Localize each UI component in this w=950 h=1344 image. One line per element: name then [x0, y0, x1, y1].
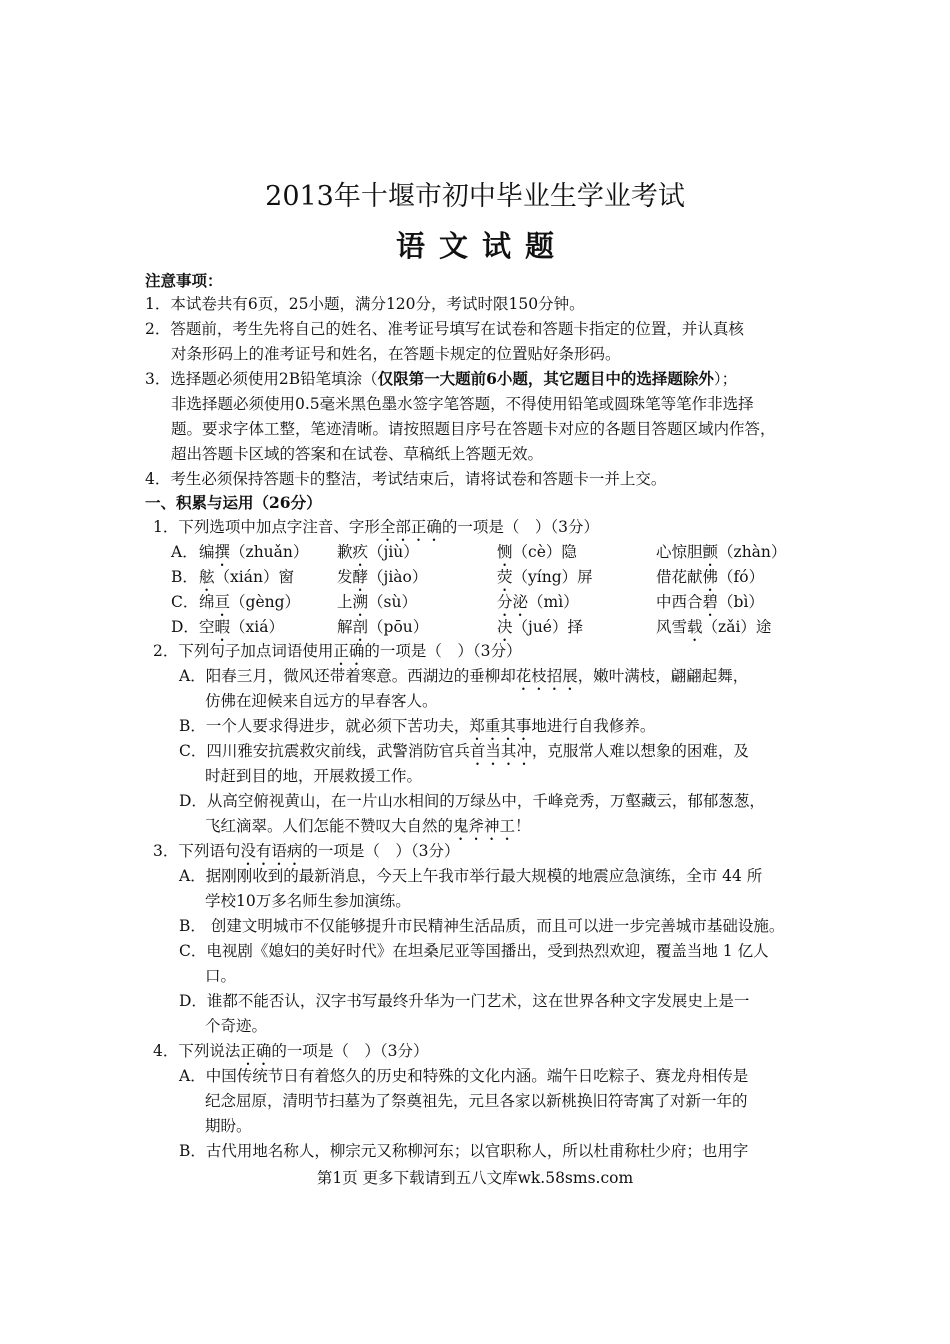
q3-option-a-line-2: 学校10万多名师生参加演练。 [205, 892, 411, 910]
q2-b-post: 地进行自我修养。 [531, 717, 656, 735]
q2-c-pre: C．四川雅安抗震救灾前线，武警消防官兵 [179, 742, 470, 760]
note-3-line-4: 超出答题卡区域的答案和在试卷、草稿纸上答题无效。 [171, 445, 544, 463]
q1-a2-post: （jiù） [368, 543, 419, 561]
q4-option-a-line-2: 纪念屈原，清明节扫墓为了祭奠祖先，元旦各家以新桃换旧符寄寓了对新一年的 [205, 1092, 748, 1110]
q2-c-post: ，克服常人难以想象的困难，及 [531, 742, 749, 760]
q3-option-d-line-1: D．谁都不能否认，汉字书写最终升华为一门艺术，这在世界各种文字发展史上是一 [179, 992, 750, 1010]
q1-row-d-col4 [656, 617, 771, 645]
q1-a4-post: （zhàn） [718, 543, 787, 561]
q1-c2-dot: 溯 [352, 593, 369, 611]
q2-option-b [179, 716, 655, 744]
q3-stem-dotted: 没有语病 [240, 842, 303, 860]
q1-d4-dot: 载 [687, 618, 703, 636]
q1-stem-dotted: 全部正确 [379, 518, 442, 536]
notes-heading: 注意事项： [145, 271, 223, 290]
q1-a1-pre: 编 [199, 543, 215, 561]
page-footer: 第1页 更多下载请到五八文库wk.58sms.com [316, 1169, 634, 1187]
q1-stem-end: 的一项是（ ）（3分） [441, 518, 600, 536]
q4-stem-end: 的一项是（ ）（3分） [271, 1042, 429, 1060]
note-3-line-1 [145, 369, 737, 389]
q2-stem-end: 的一项是（ ）（3分） [364, 642, 522, 660]
q1-c1-pre: 绵 [199, 593, 215, 611]
q2-b-pre: B．一个人要求得进步，就必须下苦功夫， [179, 717, 470, 735]
q2-option-d-line-2 [205, 816, 531, 844]
exam-subtitle: 语文试题 [395, 229, 568, 263]
q1-row-c-label: C． [171, 593, 199, 611]
q3-option-a-line-1: A．据刚刚收到的最新消息，今天上午我市举行最大规模的地震应急演练，全市 44 所 [179, 867, 763, 885]
q4-option-b-line-1: B．古代用地名称人，柳宗元又称柳河东；以官职称人，所以杜甫称杜少府；也用字 [179, 1142, 749, 1160]
q1-c3-post: （mì） [528, 593, 579, 611]
q2-option-a-line-1 [179, 666, 748, 694]
q3-option-c-line-1: C．电视剧《媳妇的美好时代》在坦桑尼亚等国播出，受到热烈欢迎，覆盖当地 1 亿人 [179, 942, 769, 960]
q1-row-b-col1 [199, 567, 294, 595]
q1-row-c-col2 [337, 592, 417, 620]
q2-option-c-line-1 [179, 741, 749, 769]
q4-option-a-line-1: A．中国传统节日有着悠久的历史和特殊的文化内涵。端午日吃粽子、赛龙舟相传是 [179, 1067, 749, 1085]
q3-option-d-line-2: 个奇迹。 [205, 1017, 268, 1035]
q1-a4-pre: 心惊胆 [656, 543, 703, 561]
q1-c4-pre: 中西合 [656, 593, 703, 611]
q4-stem-text: 4．下列说法 [153, 1042, 241, 1060]
note-3-bold: 仅限第一大题前6小题，其它题目中的选择题除外 [377, 369, 714, 388]
q1-b3-post: （yíng）屏 [512, 568, 593, 586]
q1-b2-post: （jiào） [368, 568, 428, 586]
q1-stem-text: 1．下列选项中加点字注音、字形 [153, 518, 380, 536]
q1-a3-dot: 恻 [497, 543, 513, 561]
q1-d1-dot: 暇 [214, 618, 231, 636]
q1-row-c-col4 [656, 592, 764, 620]
q1-a2-pre: 歉 [337, 543, 353, 561]
q1-stem [153, 517, 599, 545]
q3-stem [153, 841, 460, 869]
q1-row-b-label: B． [171, 568, 198, 586]
q2-a-post: ，嫩叶满枝，翩翩起舞， [577, 667, 749, 685]
note-3-line-3: 题。要求字体工整，笔迹清晰。请按照题目序号在答题卡对应的各题目答题区域内作答， [171, 420, 776, 438]
note-3-text: 3．选择题必须使用2B铅笔填涂（ [145, 370, 378, 388]
q2-option-a-line-2: 仿佛在迎候来自远方的早春客人。 [205, 692, 438, 710]
q2-stem-dotted: 正确 [333, 642, 365, 660]
q2-d-pre: 飞红滴翠。人们怎能不赞叹大自然的 [205, 817, 454, 835]
section-1-heading: 一、积累与运用（26分） [145, 493, 322, 512]
q1-row-d-label: D． [171, 618, 199, 636]
q1-b4-pre: 借花献 [656, 568, 703, 586]
q1-a4-dot: 颤 [702, 543, 719, 561]
q1-a2-dot: 疚 [352, 543, 369, 561]
q1-d4-post: （zǎi）途 [702, 618, 772, 636]
q1-a1-post: （zhuǎn） [230, 543, 309, 561]
q1-c3-dot: 分泌 [497, 593, 529, 611]
q1-a3-post: （cè）隐 [512, 543, 577, 561]
exam-title: 2013年十堰市初中毕业生学业考试 [265, 181, 685, 212]
note-2-line-1: 2．答题前，考生先将自己的姓名、准考证号填写在试卷和答题卡指定的位置，并认真核 [145, 320, 744, 338]
q2-d-dot: 鬼斧神工 [453, 817, 516, 835]
q1-a1-dot: 撰 [214, 543, 231, 561]
q3-option-b: B． 创建文明城市不仅能够提升市民精神生活品质，而且可以进一步完善城市基础设施。 [179, 917, 785, 935]
q1-row-b-col4 [656, 567, 764, 595]
q4-stem [153, 1041, 429, 1069]
q4-stem-dotted: 正确 [240, 1042, 272, 1060]
q1-b1-dot: 舷 [199, 568, 215, 586]
q2-c-dot: 首当其冲 [469, 742, 532, 760]
q1-row-a-col2 [337, 542, 419, 570]
q2-stem-text: 2．下列句子加点词语使用 [153, 642, 334, 660]
q1-d1-pre: 空 [199, 618, 215, 636]
q1-d1-post: （xiá） [230, 618, 284, 636]
q2-a-pre: A．阳春三月，微风还带着寒意。西湖边的垂柳却 [179, 667, 516, 685]
q1-d2-pre: 解 [337, 618, 353, 636]
note-1: 1．本试卷共有6页，25小题，满分120分，考试时限150分钟。 [145, 295, 585, 313]
q3-stem-end: 的一项是（ ）（3分） [302, 842, 460, 860]
q1-d2-post: （pōu） [368, 618, 429, 636]
q1-row-a-col4 [656, 542, 786, 570]
q3-stem-text: 3．下列语句 [153, 842, 241, 860]
q2-a-dot: 花枝招展 [515, 667, 578, 685]
q1-c4-dot: 碧 [702, 593, 719, 611]
q2-stem [153, 641, 522, 669]
q1-row-b-col2 [337, 567, 427, 595]
note-2-line-2: 对条形码上的准考证号和姓名，在答题卡规定的位置贴好条形码。 [171, 345, 621, 363]
q1-b1-post: （xián）窗 [214, 568, 294, 586]
q2-option-d-line-1: D．从高空俯视黄山，在一片山水相间的万绿丛中，千峰竞秀，万壑藏云，郁郁葱葱， [179, 792, 765, 810]
q1-d2-dot: 剖 [352, 618, 369, 636]
q1-b2-dot: 酵 [352, 568, 369, 586]
q1-row-a-col1 [199, 542, 308, 570]
q2-option-c-line-2: 时赶到目的地，开展救援工作。 [205, 767, 423, 785]
note-4: 4．考生必须保持答题卡的整洁，考试结束后，请将试卷和答题卡一并上交。 [145, 470, 667, 488]
q1-b2-pre: 发 [337, 568, 353, 586]
q1-b4-dot: 佛 [702, 568, 719, 586]
q1-b4-post: （fó） [718, 568, 765, 586]
q1-c1-dot: 亘 [214, 593, 231, 611]
q1-c2-pre: 上 [337, 593, 353, 611]
q1-row-b-col3 [497, 567, 593, 595]
q1-c1-post: （gèng） [230, 593, 301, 611]
q1-c4-post: （bì） [718, 593, 764, 611]
note-3-line-2: 非选择题必须使用0.5毫米黑色墨水签字笔答题，不得使用铅笔或圆珠笔等笔作非选择 [171, 395, 754, 413]
q4-option-a-line-3: 期盼。 [205, 1117, 252, 1135]
q1-c2-post: （sù） [368, 593, 417, 611]
note-3-text-end: ）； [713, 370, 738, 388]
q1-row-c-col1 [199, 592, 300, 620]
q1-d3-post: （jué）择 [512, 618, 583, 636]
q1-d3-dot: 决 [497, 618, 513, 636]
q2-d-post: ！ [515, 817, 531, 835]
q1-b3-dot: 荧 [497, 568, 513, 586]
q1-row-a-col3 [497, 542, 577, 570]
q1-row-a-label: A． [171, 543, 198, 561]
q3-option-c-line-2: 口。 [205, 967, 237, 985]
q1-row-c-col3 [497, 592, 579, 620]
q1-d4-pre: 风雪 [656, 618, 688, 636]
q2-b-dot: 郑重其事 [469, 717, 532, 735]
